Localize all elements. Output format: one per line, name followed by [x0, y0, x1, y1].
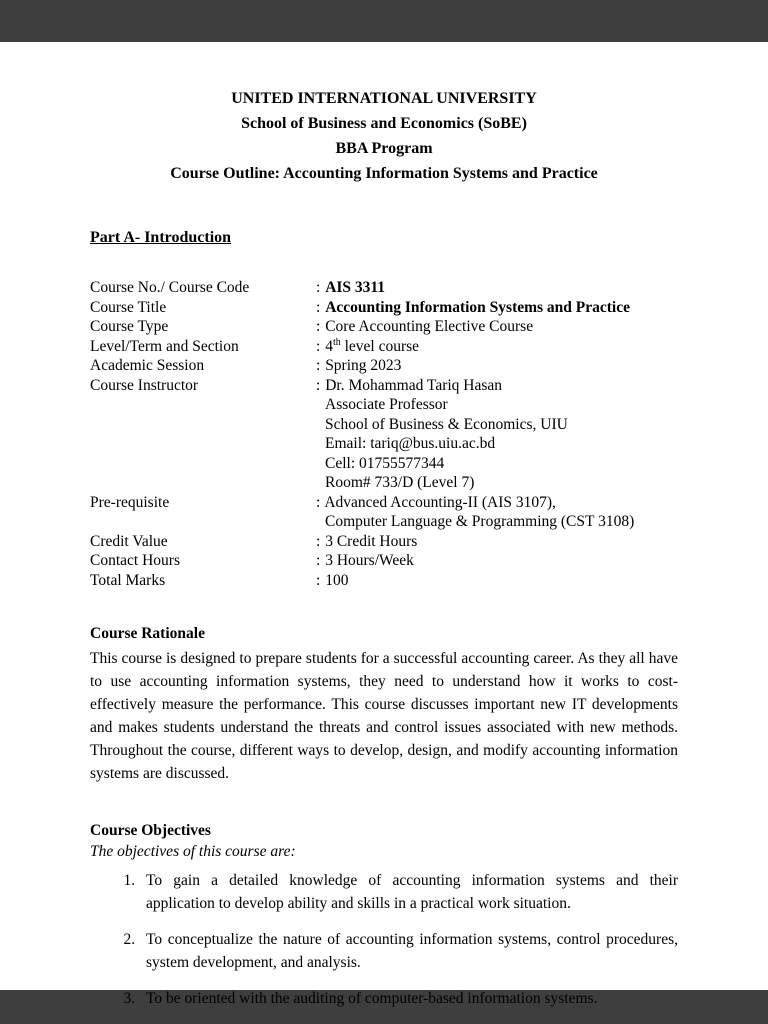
info-row-instructor	[90, 376, 678, 396]
colon: :	[316, 571, 321, 589]
info-value	[316, 532, 678, 552]
program-name: BBA Program	[335, 140, 433, 157]
colon: :	[316, 493, 321, 511]
info-label-empty	[90, 512, 316, 532]
colon: :	[316, 337, 321, 355]
course-info-table	[90, 278, 678, 590]
info-row-instructor-cont	[90, 415, 678, 435]
credit-value: 3 Credit Hours	[325, 532, 418, 550]
info-label-empty	[90, 395, 316, 415]
info-label: Pre-requisite	[90, 493, 170, 511]
objectives-list	[90, 869, 678, 1010]
info-value	[316, 493, 678, 513]
info-value	[316, 551, 678, 571]
info-label: Course Title	[90, 298, 167, 316]
objective-item: 2. To conceptualize the nature of accounting information systems, control procedures, system development, and analysis.	[139, 928, 678, 974]
objective-item: 3. To be oriented with the auditing of computer-based information systems.	[139, 987, 678, 1010]
info-row-credit-value	[90, 532, 678, 552]
info-value	[316, 376, 678, 396]
info-label: Total Marks	[90, 571, 166, 589]
level-value-pre: 4	[325, 337, 333, 355]
colon: :	[316, 357, 321, 374]
instructor-email: Email: tariq@bus.uiu.ac.bd	[325, 435, 496, 452]
instructor-room: Room# 733/D (Level 7)	[325, 474, 475, 491]
info-value	[316, 278, 678, 298]
info-row-course-type	[90, 317, 678, 337]
document-header	[90, 88, 678, 184]
course-rationale-section	[90, 624, 678, 785]
instructor-department: School of Business & Economics, UIU	[325, 415, 568, 433]
course-objectives-section	[90, 821, 678, 1010]
part-a-title: Part A- Introduction	[90, 229, 232, 246]
rationale-title: Course Rationale	[90, 625, 205, 642]
instructor-cell: Cell: 01755577344	[325, 454, 445, 472]
session-value: Spring 2023	[325, 357, 402, 374]
info-label-empty	[90, 473, 316, 493]
level-superscript: th	[332, 336, 341, 348]
info-row-instructor-cont	[90, 454, 678, 474]
colon: :	[316, 376, 321, 394]
info-row-academic-session	[90, 356, 678, 376]
instructor-name: Dr. Mohammad Tariq Hasan	[325, 376, 503, 394]
info-row-instructor-cont	[90, 395, 678, 415]
colon: :	[316, 552, 321, 569]
info-row-total-marks	[90, 571, 678, 591]
info-value	[316, 356, 678, 376]
objectives-title: Course Objectives	[90, 822, 211, 839]
course-code-value: AIS 3311	[325, 279, 386, 296]
info-label-empty	[90, 454, 316, 474]
prerequisite-value-2: Computer Language & Programming (CST 3108)	[325, 513, 635, 530]
info-label: Credit Value	[90, 532, 168, 550]
info-value	[316, 337, 678, 357]
info-label: Course Instructor	[90, 376, 199, 394]
info-value	[316, 317, 678, 337]
colon: :	[316, 298, 321, 316]
colon: :	[316, 318, 321, 335]
info-label: Course No./ Course Code	[90, 279, 250, 296]
info-row-prerequisite-cont	[90, 512, 678, 532]
info-row-level-term	[90, 337, 678, 357]
contact-hours-value: 3 Hours/Week	[325, 552, 414, 569]
colon: :	[316, 279, 321, 296]
school-name: School of Business and Economics (SoBE)	[241, 115, 527, 132]
info-row-course-code	[90, 278, 678, 298]
info-row-course-title	[90, 298, 678, 318]
info-label: Level/Term and Section	[90, 337, 239, 355]
total-marks-value: 100	[325, 571, 349, 589]
course-outline-title: Course Outline: Accounting Information Systems and Practice	[170, 165, 598, 182]
info-value	[316, 571, 678, 591]
info-label: Contact Hours	[90, 552, 180, 569]
rationale-body: This course is designed to prepare students for a successful accounting career. As they all have to use accounting information systems, they need to understand how it works to cost-effectively measure the performance. This course discusses important new IT developments and makes students understand the threats and control issues associated with new methods. Throughout the course, different ways to develop, design, and modify accounting information systems are discussed.	[90, 650, 678, 782]
university-name: UNITED INTERNATIONAL UNIVERSITY	[231, 90, 537, 107]
info-row-prerequisite	[90, 493, 678, 513]
info-label: Academic Session	[90, 357, 205, 374]
prerequisite-value-1: Advanced Accounting-II (AIS 3107),	[324, 493, 556, 511]
info-row-instructor-cont	[90, 434, 678, 454]
colon: :	[316, 532, 321, 550]
info-label: Course Type	[90, 318, 169, 335]
instructor-designation: Associate Professor	[325, 396, 448, 413]
info-label-empty	[90, 434, 316, 454]
info-label-empty	[90, 415, 316, 435]
course-title-value: Accounting Information Systems and Practice	[325, 298, 630, 316]
info-row-contact-hours	[90, 551, 678, 571]
course-type-value: Core Accounting Elective Course	[325, 318, 534, 335]
objective-item: 1. To gain a detailed knowledge of accounting information systems and their application to develop ability and skills in a practical work situation.	[139, 869, 678, 915]
level-value-post: level course	[340, 337, 420, 355]
info-row-instructor-cont	[90, 473, 678, 493]
info-value	[316, 298, 678, 318]
document-page	[0, 42, 768, 1007]
objectives-intro: The objectives of this course are:	[90, 843, 296, 860]
